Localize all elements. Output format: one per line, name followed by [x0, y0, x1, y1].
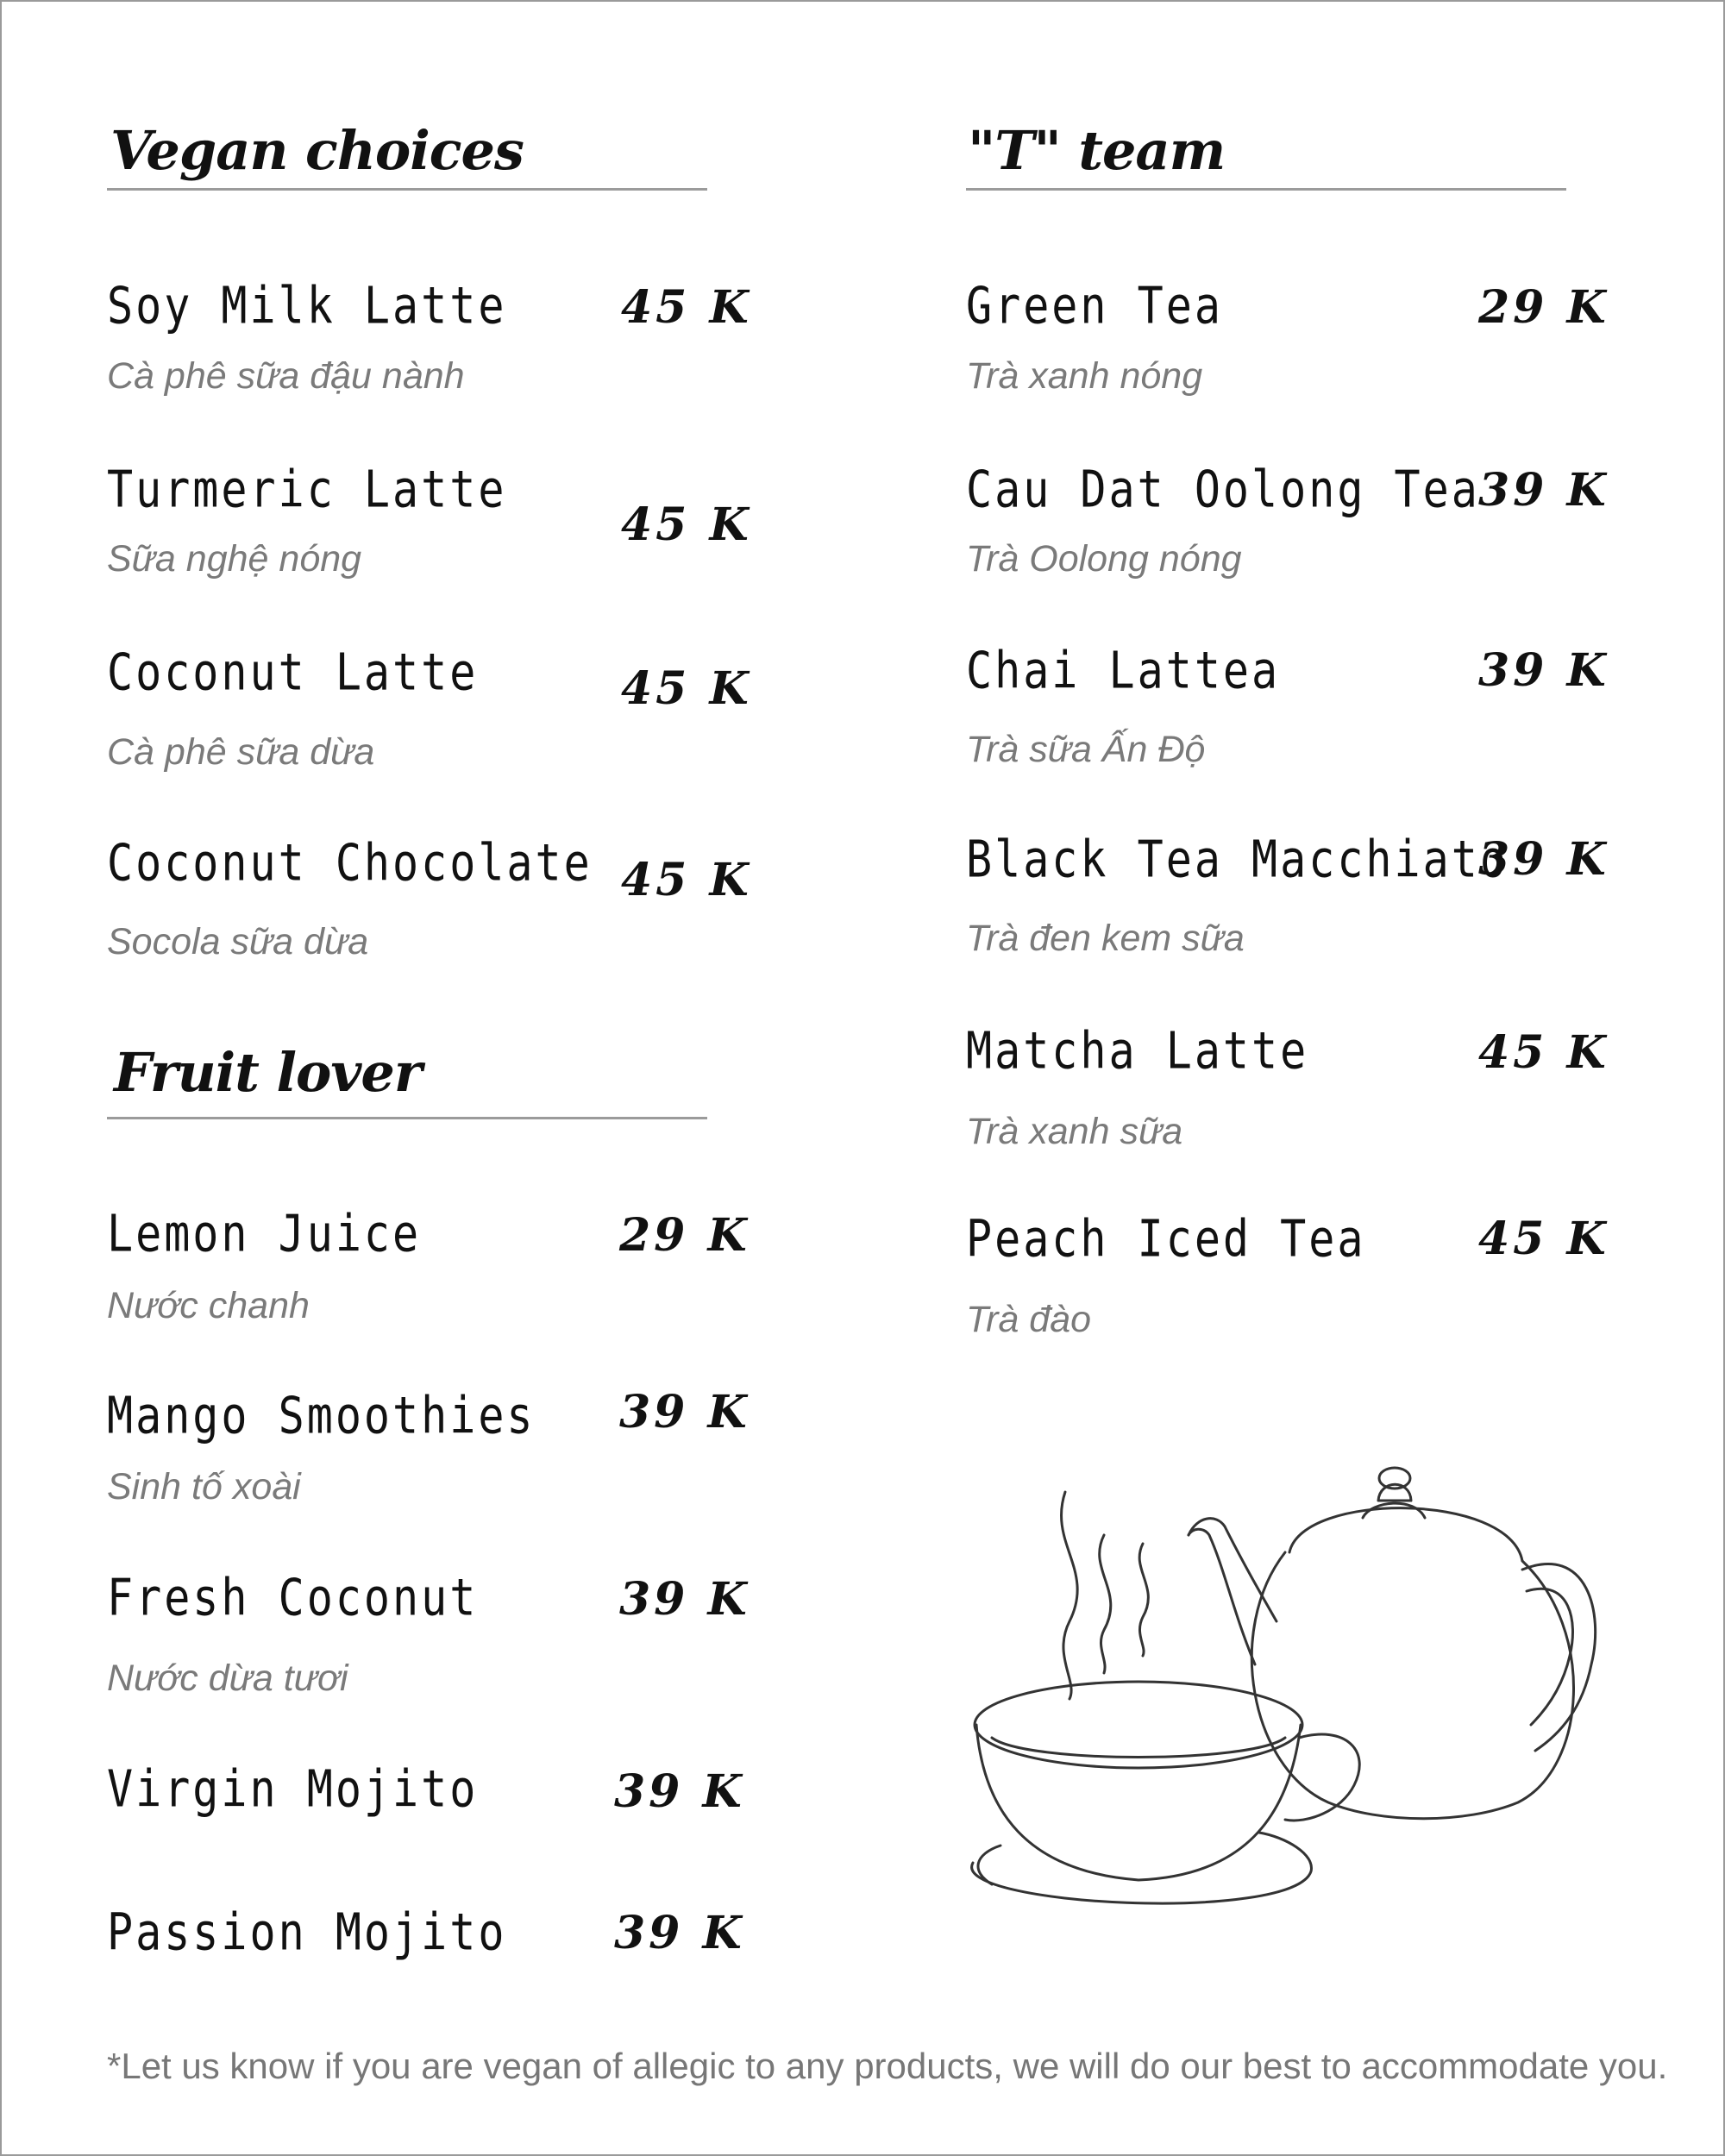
menu-item-price: 45 K [621, 498, 752, 551]
menu-item-name: Lemon Juice [107, 1204, 422, 1263]
menu-item-subtitle: Nước chanh [107, 1285, 310, 1326]
section-divider [966, 188, 1566, 191]
menu-item-name: Fresh Coconut [107, 1568, 479, 1627]
menu-item-subtitle: Trà xanh sữa [966, 1111, 1183, 1152]
section-divider [107, 188, 707, 191]
menu-item-name: Matcha Latte [966, 1021, 1309, 1081]
teapot-and-cup-icon [966, 1440, 1622, 1923]
menu-item-name: Chai Lattea [966, 641, 1281, 700]
menu-item-subtitle: Socola sữa dừa [107, 921, 369, 962]
menu-item-price: 39 K [1478, 833, 1609, 886]
menu-item-price: 39 K [614, 1765, 745, 1818]
menu-item-price: 45 K [1478, 1213, 1609, 1265]
menu-item-subtitle: Trà đen kem sữa [966, 918, 1245, 959]
menu-item-subtitle: Trà Oolong nóng [966, 538, 1242, 580]
menu-item-price: 39 K [1478, 644, 1609, 697]
menu-item-price: 29 K [1478, 281, 1609, 334]
menu-item-subtitle: Trà xanh nóng [966, 355, 1203, 397]
section-divider [107, 1117, 707, 1119]
menu-item-price: 45 K [621, 662, 752, 715]
menu-item-name: Cau Dat Oolong Tea [966, 460, 1480, 519]
section-title-fruit: Fruit lover [114, 1041, 422, 1104]
menu-item-name: Virgin Mojito [107, 1759, 479, 1819]
menu-item-name: Green Tea [966, 276, 1223, 335]
menu-item-price: 29 K [619, 1209, 750, 1262]
menu-item-price: 39 K [619, 1386, 750, 1438]
menu-item-price: 45 K [621, 281, 752, 334]
menu-item-subtitle: Cà phê sữa dừa [107, 731, 375, 773]
menu-item-subtitle: Cà phê sữa đậu nành [107, 355, 465, 397]
menu-item-name: Peach Iced Tea [966, 1209, 1366, 1269]
menu-item-subtitle: Trà sữa Ấn Độ [966, 729, 1206, 770]
menu-item-subtitle: Nước dừa tươi [107, 1658, 348, 1699]
menu-item-price: 39 K [614, 1907, 745, 1959]
menu-item-name: Coconut Latte [107, 642, 479, 702]
menu-item-name: Passion Mojito [107, 1902, 507, 1962]
menu-item-price: 39 K [1478, 464, 1609, 517]
section-title-tea: "T" team [968, 119, 1226, 182]
menu-item-price: 45 K [1478, 1026, 1609, 1079]
menu-item-subtitle: Sữa nghệ nóng [107, 538, 362, 580]
menu-item-name: Mango Smoothies [107, 1386, 536, 1445]
menu-item-name: Coconut Chocolate [107, 833, 593, 893]
section-title-vegan: Vegan choices [110, 119, 524, 182]
menu-item-name: Turmeric Latte [107, 460, 507, 519]
menu-item-price: 39 K [619, 1573, 750, 1626]
footer-note: *Let us know if you are vegan of allegic to any products, we will do our best to accommodate you. [107, 2046, 1668, 2086]
menu-item-subtitle: Sinh tố xoài [107, 1466, 301, 1507]
menu-item-name: Black Tea Macchiato [966, 830, 1509, 889]
menu-item-price: 45 K [621, 854, 752, 906]
menu-item-name: Soy Milk Latte [107, 276, 507, 335]
menu-item-subtitle: Trà đào [966, 1299, 1091, 1340]
